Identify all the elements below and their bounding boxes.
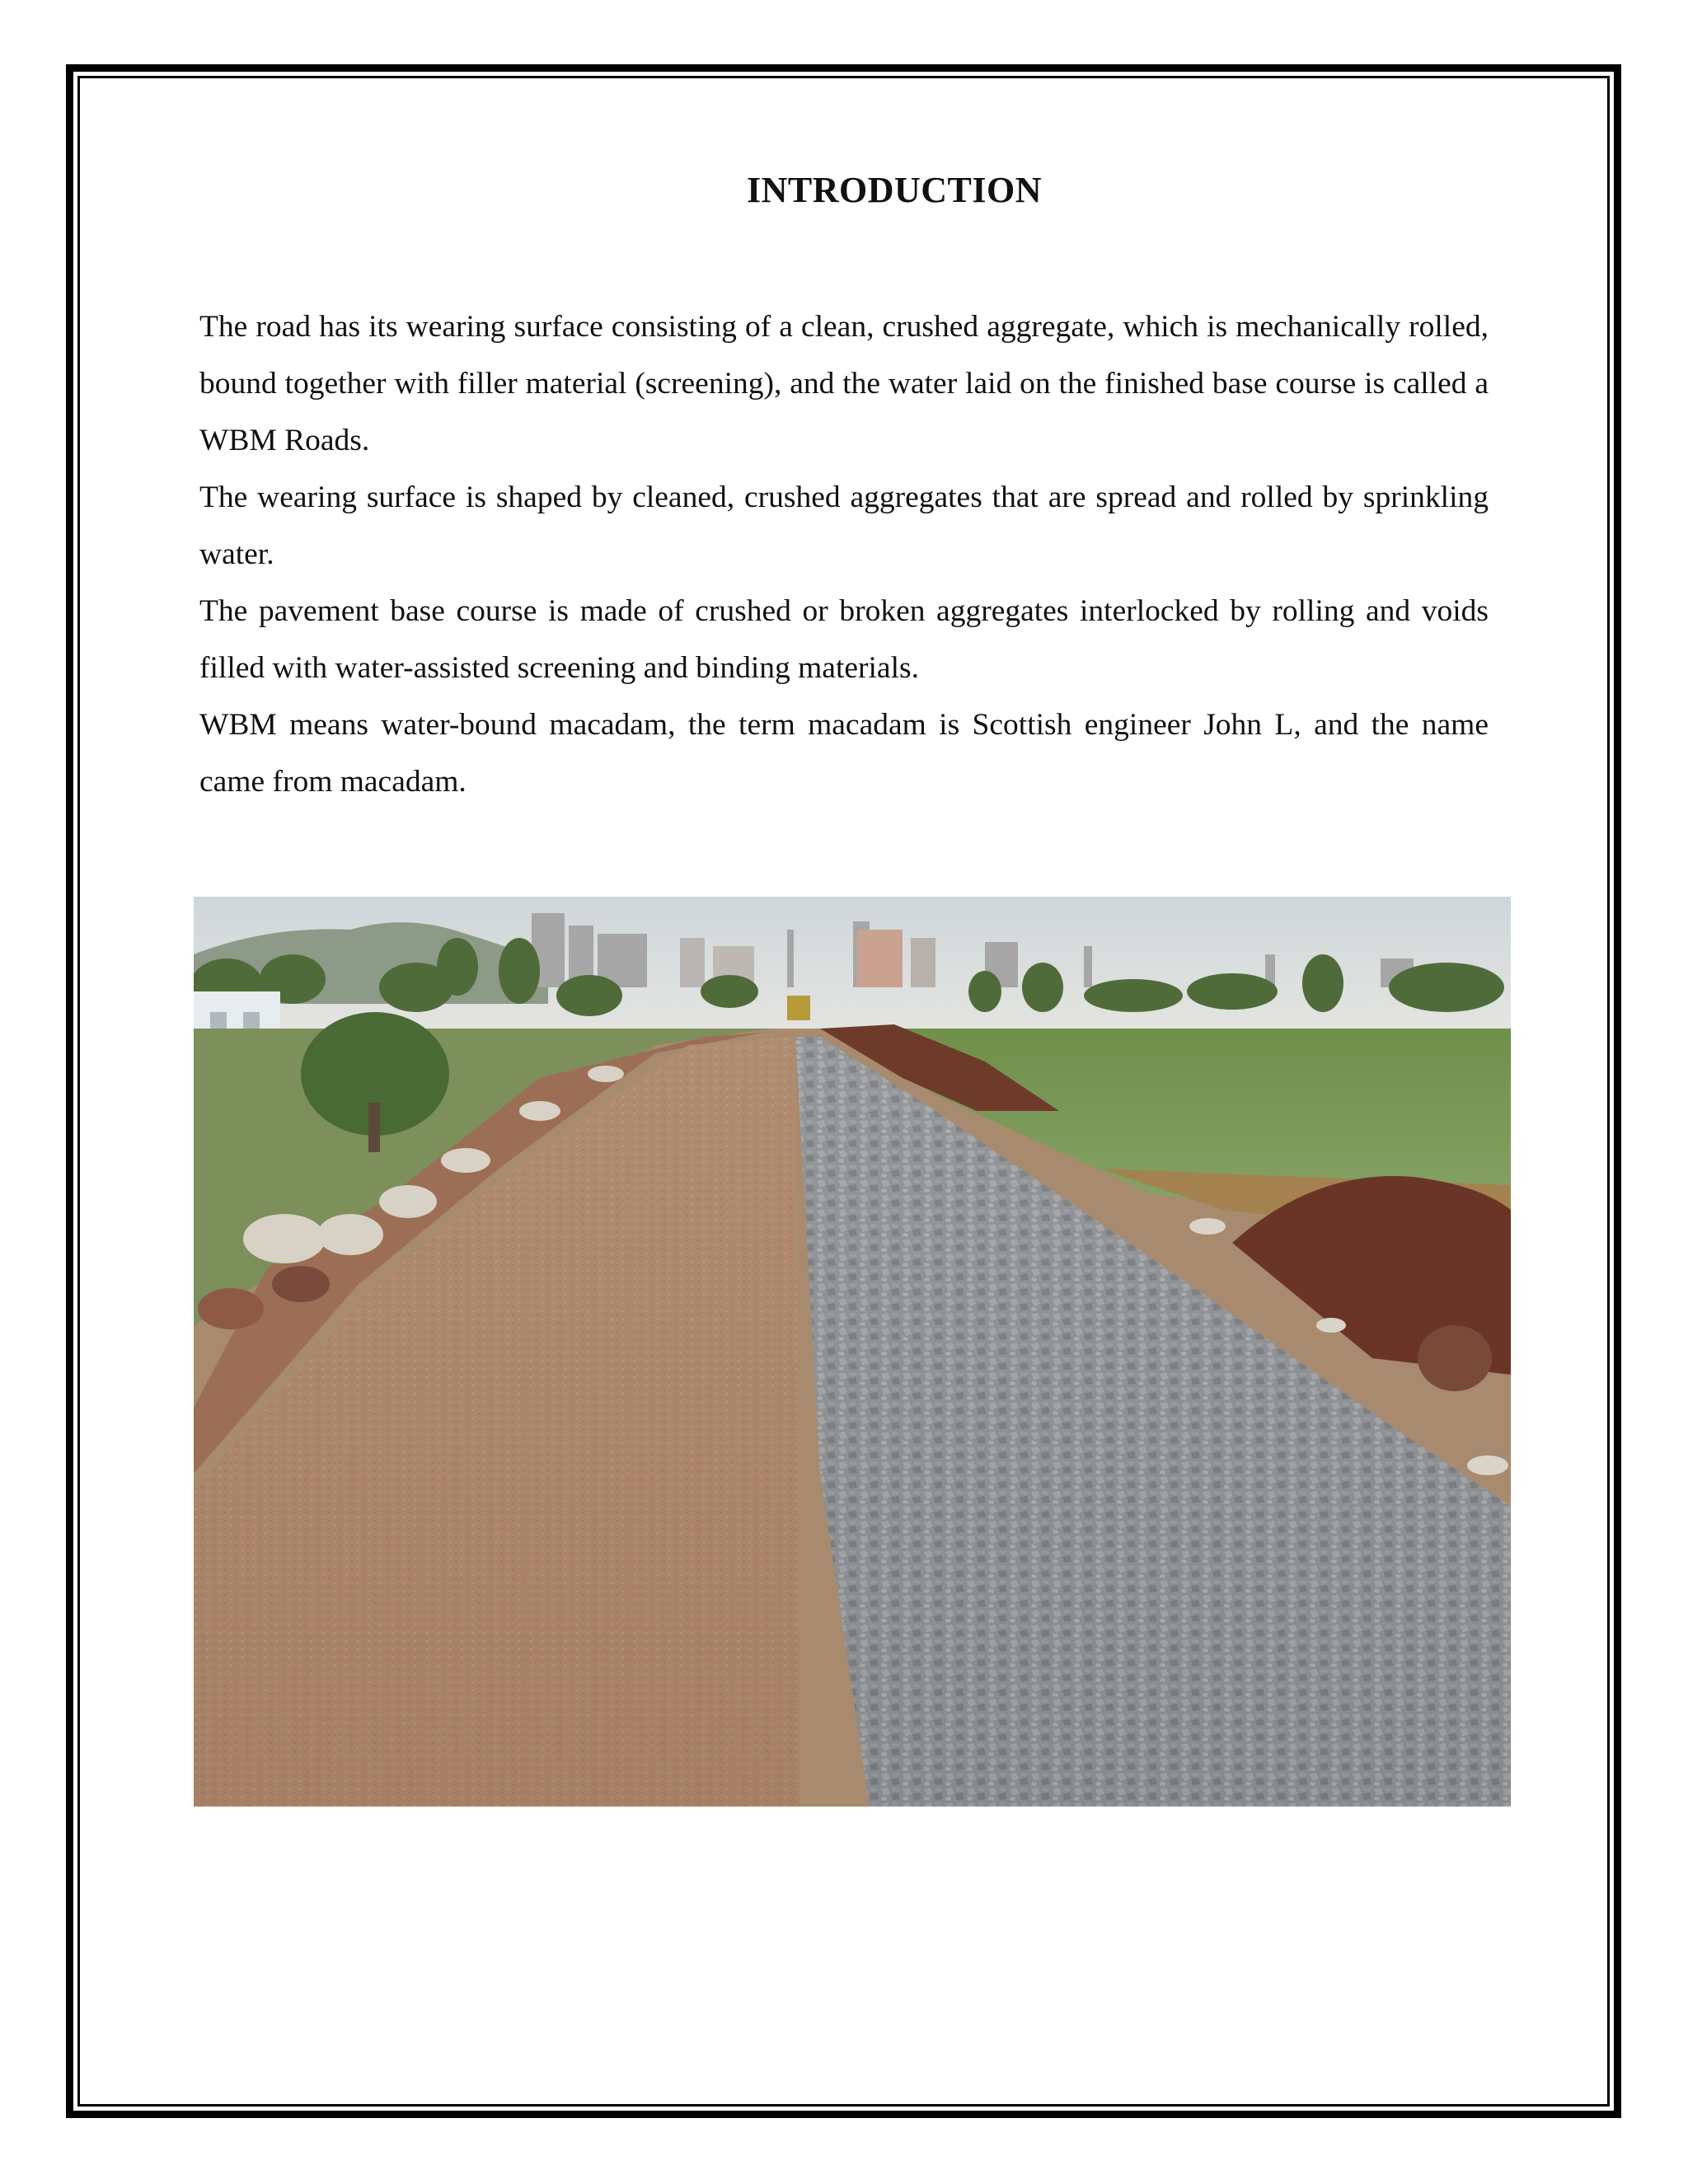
road-construction-photo	[194, 897, 1511, 1807]
body-text	[199, 298, 1489, 810]
roller-machine	[787, 996, 810, 1020]
page-title: INTRODUCTION	[746, 170, 1043, 210]
paragraph-1: The road has its wearing surface consisting of a clean, crushed aggregate, which is mechanically rolled, bound together with filler material (screening), and the water laid on the finished base course is called a WBM Roads.	[199, 310, 1489, 457]
paragraph-4: WBM means water-bound macadam, the term macadam is Scottish engineer John L, and the name came from macadam.	[199, 708, 1489, 799]
paragraph-3: The pavement base course is made of crushed or broken aggregates interlocked by rolling and voids filled with water-assisted screening and binding materials.	[199, 594, 1489, 685]
paragraph-2: The wearing surface is shaped by cleaned, crushed aggregates that are spread and rolled by sprinkling water.	[199, 480, 1489, 571]
